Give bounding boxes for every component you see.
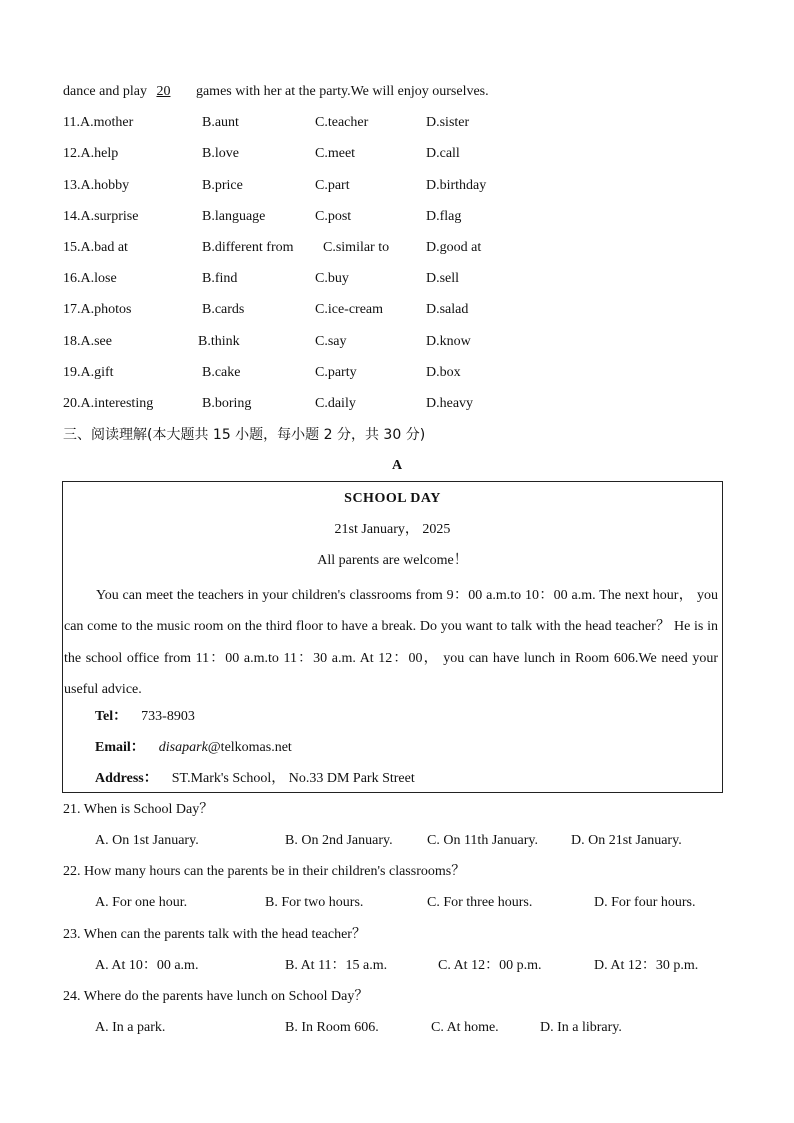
option-b: B.find (202, 271, 238, 286)
tel-label: Tel： (95, 709, 128, 724)
option-c: C.teacher (315, 115, 369, 130)
cloze-options-19 (63, 364, 763, 382)
option-c: C.meet (315, 146, 356, 161)
question-21-options (63, 832, 763, 850)
cloze-options-17 (63, 301, 763, 319)
cloze-options-13 (63, 177, 763, 195)
option-a: 11.A.mother (63, 115, 134, 130)
option-b: B.think (198, 334, 240, 349)
email-domain: @telkomas.net (207, 740, 292, 755)
question-23: 23. When can the parents talk with the head teacher？ (63, 927, 366, 942)
option-d: D.flag (426, 209, 462, 224)
option-b: B. For two hours. (265, 895, 364, 910)
notice-title: SCHOOL DAY (344, 491, 441, 506)
option-a: 20.A.interesting (63, 396, 154, 411)
question-24: 24. Where do the parents have lunch on School Day？ (63, 989, 369, 1004)
option-d: D. On 21st January. (571, 833, 682, 848)
option-c: C.daily (315, 396, 356, 411)
option-a: A. At 10：00 a.m. (95, 958, 199, 973)
option-b: B.language (202, 209, 266, 224)
option-b: B.love (202, 146, 239, 161)
option-b: B.cards (202, 302, 245, 317)
section-3-heading: 三、阅读理解(本大题共 15 小题，每小题 2 分，共 30 分) (63, 427, 426, 443)
option-a: 13.A.hobby (63, 178, 130, 193)
option-b: B.price (202, 178, 243, 193)
address-label: Address： (95, 771, 158, 786)
address-value: ST.Mark's School， No.33 DM Park Street (171, 771, 415, 786)
notice-tel (95, 708, 195, 726)
option-d: D.sister (426, 115, 470, 130)
option-c: C.ice-cream (315, 302, 384, 317)
question-24-options (63, 1019, 763, 1037)
notice-body: You can meet the teachers in your children's classrooms from 9：00 a.m.to 10：00 a.m. The next hour， you can come to the music room on the third floor to have a break. Do you want to talk with the head teacher？ He is in the school office from 11：00 a.m.to 11：30 a.m. At 12：00， you can have lunch in Room 606.We need your useful advice. (64, 588, 718, 697)
option-d: D.birthday (426, 178, 487, 193)
notice-address (95, 770, 415, 788)
option-d: D.good at (426, 240, 482, 255)
option-d: D. In a library. (540, 1020, 622, 1035)
option-b: B.boring (202, 396, 252, 411)
cloze-options-11 (63, 114, 763, 132)
option-a: 19.A.gift (63, 365, 114, 380)
option-a: 12.A.help (63, 146, 119, 161)
option-c: C.post (315, 209, 352, 224)
option-d: D.sell (426, 271, 460, 286)
option-d: D.salad (426, 302, 469, 317)
option-a: A. On 1st January. (95, 833, 199, 848)
option-c: C.buy (315, 271, 349, 286)
cloze-options-20 (63, 395, 763, 413)
cloze-tail-before: dance and play (63, 84, 147, 99)
cloze-tail-line (63, 83, 489, 101)
email-label: Email： (95, 740, 145, 755)
option-c: C.part (315, 178, 350, 193)
option-c: C.party (315, 365, 357, 380)
cloze-options-14 (63, 208, 763, 226)
option-a: A. In a park. (95, 1020, 166, 1035)
option-d: D.call (426, 146, 460, 161)
passage-label: A (391, 458, 403, 473)
option-b: B.cake (202, 365, 241, 380)
option-b: B. In Room 606. (285, 1020, 379, 1035)
option-c: C. At 12：00 p.m. (438, 958, 542, 973)
option-a: 18.A.see (63, 334, 112, 349)
option-b: B.aunt (202, 115, 239, 130)
cloze-options-15 (63, 239, 763, 257)
notice-email (95, 739, 292, 757)
option-b: B. At 11：15 a.m. (285, 958, 388, 973)
option-d: D. At 12：30 p.m. (594, 958, 699, 973)
notice-date: 21st January， 2025 (334, 522, 451, 537)
question-22-options (63, 894, 763, 912)
option-a: 15.A.bad at (63, 240, 128, 255)
option-a: A. For one hour. (95, 895, 188, 910)
option-d: D.box (426, 365, 461, 380)
question-22: 22. How many hours can the parents be in their children's classrooms？ (63, 864, 466, 879)
option-d: D. For four hours. (594, 895, 696, 910)
option-c: C.similar to (323, 240, 390, 255)
cloze-options-12 (63, 145, 763, 163)
option-b: B. On 2nd January. (285, 833, 393, 848)
option-c: C. For three hours. (427, 895, 533, 910)
question-23-options (63, 957, 763, 975)
notice-welcome: All parents are welcome！ (317, 553, 468, 568)
email-user: disapark (158, 740, 208, 755)
option-c: C.say (315, 334, 347, 349)
option-a: 16.A.lose (63, 271, 117, 286)
cloze-blank-20: 20 (156, 84, 171, 99)
school-day-notice (62, 481, 723, 793)
option-a: 14.A.surprise (63, 209, 139, 224)
option-d: D.heavy (426, 396, 474, 411)
option-c: C. On 11th January. (427, 833, 538, 848)
cloze-options-18 (63, 333, 763, 351)
cloze-options-16 (63, 270, 763, 288)
question-21: 21. When is School Day？ (63, 802, 214, 817)
tel-value: 733-8903 (141, 709, 195, 724)
option-d: D.know (426, 334, 471, 349)
option-a: 17.A.photos (63, 302, 132, 317)
option-b: B.different from (202, 240, 294, 255)
option-c: C. At home. (431, 1020, 499, 1035)
cloze-tail-after: games with her at the party.We will enjoy ourselves. (195, 84, 489, 99)
